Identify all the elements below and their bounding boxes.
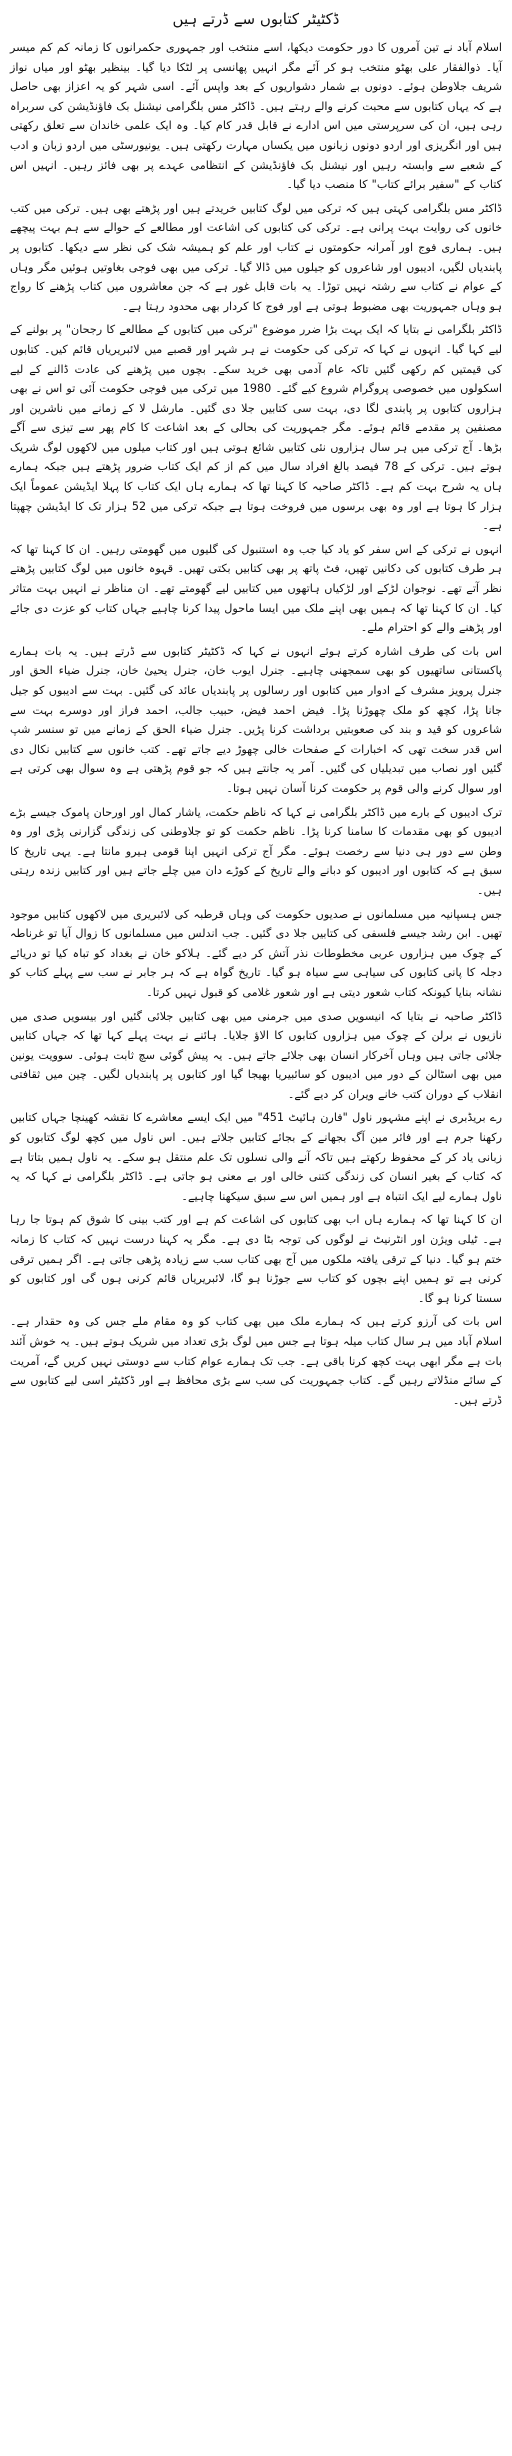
article-title: ڈکٹیٹر کتابوں سے ڈرتے ہیں (172, 10, 340, 28)
article-paragraph: انہوں نے ترکی کے اس سفر کو یاد کیا جب وہ استنبول کی گلیوں میں گھومتی رہیں۔ ان کا کہنا تھا کہ ہر طرف کتابوں کی دکانیں تھیں، فٹ پاتھ پر بھی کتابیں بکتی تھیں۔ قہوہ خانوں میں لوگ کتابیں پڑھتے نظر آتے تھے۔ نوجوان لڑکے اور لڑکیاں ہاتھوں میں کتابیں لیے گھومتے تھے۔ ان مناظر نے انہیں بہت متاثر کیا۔ ان کا کہنا تھا کہ ہمیں بھی اپنے ملک میں ایسا ماحول پیدا کرنا چاہیے جہاں کتاب کو عزت دی جائے اور پڑھنے والے کو احترام ملے۔ (10, 542, 502, 635)
article-paragraph: ڈاکٹر بلگرامی نے بتایا کہ ایک بہت بڑا ضرر موضوع "ترکی میں کتابوں کے مطالعے کا رجحان" پر بولنے کے لیے کہا گیا۔ انہوں نے کہا کہ ترکی کی حکومت نے ہر شہر اور قصبے میں لائبریریاں قائم کیں۔ کتابوں کی قیمتیں کم رکھی گئیں تاکہ عام آدمی بھی خرید سکے۔ بچوں میں پڑھنے کی عادت ڈالنے کے لیے اسکولوں میں خصوصی پروگرام شروع کیے گئے۔ 1980 میں ترکی میں فوجی حکومت آئی تو اس نے بھی ہزاروں کتابوں پر پابندی لگا دی، بہت سی کتابیں جلا دی گئیں۔ مارشل لا کے زمانے میں ناشرین اور مصنفین پر مقدمے قائم ہوئے۔ مگر جمہوریت کی بحالی کے بعد اشاعت کا کام پھر سے تیزی سے آگے بڑھا۔ آج ترکی میں ہر سال ہزاروں نئی کتابیں شائع ہوتی ہیں اور کتاب میلوں میں لاکھوں لوگ شریک ہوتے ہیں۔ ترکی کے 78 فیصد بالغ افراد سال میں کم از کم ایک کتاب ضرور پڑھتے ہیں جبکہ ہمارے ہاں یہ شرح بہت کم ہے۔ ڈاکٹر صاحبہ کا کہنا تھا کہ ہمارے ہاں ایک کتاب کا پہلا ایڈیشن عموماً ایک ہزار کا ہوتا ہے اور وہ بھی برسوں میں فروخت ہوتا ہے جبکہ ترکی میں 52 ہزار تک کا ایڈیشن چھپتا ہے۔ (10, 323, 502, 533)
article-paragraph: اس بات کی آرزو کرتے ہیں کہ ہمارے ملک میں بھی کتاب کو وہ مقام ملے جس کی وہ حقدار ہے۔ اسلام آباد میں ہر سال کتاب میلہ ہوتا ہے جس میں لوگ بڑی تعداد میں شریک ہوتے ہیں۔ یہ خوش آئند بات ہے مگر ابھی بہت کچھ کرنا باقی ہے۔ جب تک ہمارے عوام کتاب سے دوستی نہیں کریں گے، آمریت کے سائے منڈلاتے رہیں گے۔ کتاب جمہوریت کی سب سے بڑی محافظ ہے اور ڈکٹیٹر اسی لیے کتابوں سے ڈرتے ہیں۔ (10, 1315, 502, 1407)
article-paragraph: جس ہسپانیہ میں مسلمانوں نے صدیوں حکومت کی وہاں قرطبہ کی لائبریری میں لاکھوں کتابیں موجود تھیں۔ ابن رشد جیسے فلسفی کی کتابیں جلا دی گئیں۔ جب اندلس میں مسلمانوں کا زوال آیا تو غرناطہ کے چوک میں ہزاروں عربی مخطوطات نذر آتش کر دیے گئے۔ ہلاکو خان نے بغداد کو تباہ کیا تو دریائے دجلہ کا پانی کتابوں کی سیاہی سے سیاہ ہو گیا۔ تاریخ گواہ ہے کہ ہر جابر نے سب سے پہلے کتاب کو نشانہ بنایا کیونکہ کتاب شعور دیتی ہے اور شعور غلامی کو قبول نہیں کرتا۔ (10, 907, 502, 999)
article-body (10, 38, 502, 1410)
article-paragraph: ڈاکٹر صاحبہ نے بتایا کہ انیسویں صدی میں جرمنی میں بھی کتابیں جلائی گئیں اور بیسویں صدی میں نازیوں نے برلن کے چوک میں ہزاروں کتابوں کا الاؤ جلایا۔ ہائنے نے بہت پہلے کہا تھا کہ جہاں کتابیں جلائی جاتی ہیں وہاں آخرکار انسان بھی جلائے جاتے ہیں۔ یہ پیش گوئی سچ ثابت ہوئی۔ سوویت یونین میں بھی اسٹالن کے دور میں ادیبوں کو سائبیریا بھیجا گیا اور کتابوں پر پابندیاں لگیں۔ چین میں ثقافتی انقلاب کے دوران کتب خانے ویران کر دیے گئے۔ (10, 1009, 502, 1101)
article-paragraph: اس بات کی طرف اشارہ کرتے ہوئے انہوں نے کہا کہ ڈکٹیٹر کتابوں سے ڈرتے ہیں۔ یہ بات ہمارے پاکستانی ساتھیوں کو بھی سمجھنی چاہیے۔ جنرل ایوب خان، جنرل یحییٰ خان، جنرل ضیاء الحق اور جنرل پرویز مشرف کے ادوار میں کتابوں اور رسالوں پر پابندیاں عائد کی گئیں۔ بہت سے ادیبوں کو جیل جانا پڑا، کچھ کو ملک چھوڑنا پڑا۔ فیض احمد فیض، حبیب جالب، احمد فراز اور دوسرے بہت سے شاعروں کو قید و بند کی صعوبتیں برداشت کرنا پڑیں۔ جنرل ضیاء الحق کے زمانے میں تو سنسر شپ اس قدر سخت تھی کہ اخبارات کے صفحات خالی چھوڑ دیے جاتے تھے۔ کتب خانوں سے کتابیں نکال دی گئیں اور نصاب میں تبدیلیاں کی گئیں۔ آمر یہ جانتے ہیں کہ جو قوم پڑھتی ہے وہ سوال بھی کرتی ہے اور سوال کرنے والی قوم پر حکومت کرنا آسان نہیں ہوتا۔ (10, 644, 502, 795)
article-paragraph: ترک ادیبوں کے بارے میں ڈاکٹر بلگرامی نے کہا کہ ناظم حکمت، یاشار کمال اور اورحان پاموک جیسے بڑے ادیبوں کو بھی مقدمات کا سامنا کرنا پڑا۔ ناظم حکمت کو تو جلاوطنی کی زندگی گزارنی پڑی اور وہ وطن سے دور ہی دنیا سے رخصت ہوئے۔ مگر آج ترکی انہیں اپنا قومی ہیرو مانتا ہے۔ یہی تاریخ کا سبق ہے کہ کتابوں اور ادیبوں کو دبانے والے تاریخ کے کوڑے دان میں چلے جاتے ہیں اور کتابیں زندہ رہتی ہیں۔ (10, 805, 502, 897)
article-paragraph: اسلام آباد نے تین آمروں کا دور حکومت دیکھا، اسے منتخب اور جمہوری حکمرانوں کا زمانہ کم کم میسر آیا۔ ذوالفقار علی بھٹو منتخب ہو کر آئے مگر انہیں پھانسی پر لٹکا دیا گیا۔ بینظیر بھٹو اور میاں نواز شریف جلاوطن ہوئے۔ دونوں بے شمار دشواریوں کے بعد واپس آئے۔ اسی شہر کو یہ اعزاز بھی حاصل ہے کہ یہاں کتابوں سے محبت کرنے والے رہتے ہیں۔ ڈاکٹر مس بلگرامی نیشنل بک فاؤنڈیشن کی سربراہ رہی ہیں، ان کی سرپرستی میں اس ادارے نے قابل قدر کام کیا۔ وہ ایک علمی خاندان سے تعلق رکھتی ہیں اور انگریزی اور اردو دونوں زبانوں میں یکساں مہارت رکھتی ہیں۔ یونیورسٹی میں اردو زبان و ادب کے شعبے سے وابستہ رہیں اور نیشنل بک فاؤنڈیشن کے انتظامی عہدے پر بھی فائز رہیں۔ انہیں اس کتاب کے "سفیر برائے کتاب" کا منصب دیا گیا۔ (10, 41, 502, 192)
article-paragraph: رے بریڈبری نے اپنے مشہور ناول "فارن ہائیٹ 451" میں ایک ایسے معاشرے کا نقشہ کھینچا جہاں کتابیں رکھنا جرم ہے اور فائر مین آگ بجھانے کے بجائے کتابیں جلاتے ہیں۔ اس ناول میں کچھ لوگ کتابوں کو زبانی یاد کر کے محفوظ رکھتے ہیں تاکہ آنے والی نسلوں تک علم منتقل ہو سکے۔ یہ ناول ہمیں بتاتا ہے کہ کتاب کے بغیر انسان کی زندگی کتنی خالی اور بے معنی ہو جاتی ہے۔ ڈاکٹر بلگرامی نے کہا کہ یہ ناول ہمارے لیے ایک انتباہ ہے اور ہمیں اس سے سبق سیکھنا چاہیے۔ (10, 1111, 502, 1203)
article-paragraph: ڈاکٹر مس بلگرامی کہتی ہیں کہ ترکی میں لوگ کتابیں خریدتے ہیں اور پڑھتے بھی ہیں۔ ترکی میں کتب خانوں کی روایت بہت پرانی ہے۔ ترکی کی کتابوں کی اشاعت اور مطالعے کے حوالے سے ہم بہت پیچھے ہیں۔ ہماری فوج اور آمرانہ حکومتوں نے کتاب اور علم کو ہمیشہ شک کی نظر سے دیکھا۔ کتابوں پر پابندیاں لگیں، ادیبوں اور شاعروں کو جیلوں میں ڈالا گیا۔ ترکی میں بھی فوجی بغاوتیں ہوئیں مگر وہاں کے عوام نے کتاب سے رشتہ نہیں توڑا۔ یہ بات قابل غور ہے کہ جن معاشروں میں کتاب پڑھنے کا رواج ہو وہاں جمہوریت بھی مضبوط ہوتی ہے اور فوج کا کردار بھی محدود رہتا ہے۔ (10, 201, 502, 313)
article-paragraph: ان کا کہنا تھا کہ ہمارے ہاں اب بھی کتابوں کی اشاعت کم ہے اور کتب بینی کا شوق کم ہوتا جا رہا ہے۔ ٹیلی ویژن اور انٹرنیٹ نے لوگوں کی توجہ بٹا دی ہے۔ مگر یہ کہنا درست نہیں کہ کتاب کا زمانہ ختم ہو گیا۔ دنیا کے ترقی یافتہ ملکوں میں آج بھی کتاب سب سے زیادہ پڑھی جاتی ہے۔ اگر ہمیں ترقی کرنی ہے تو ہمیں اپنے بچوں کو کتاب سے جوڑنا ہو گا، لائبریریاں قائم کرنی ہوں گی اور کتابوں کو سستا کرنا ہو گا۔ (10, 1213, 502, 1305)
